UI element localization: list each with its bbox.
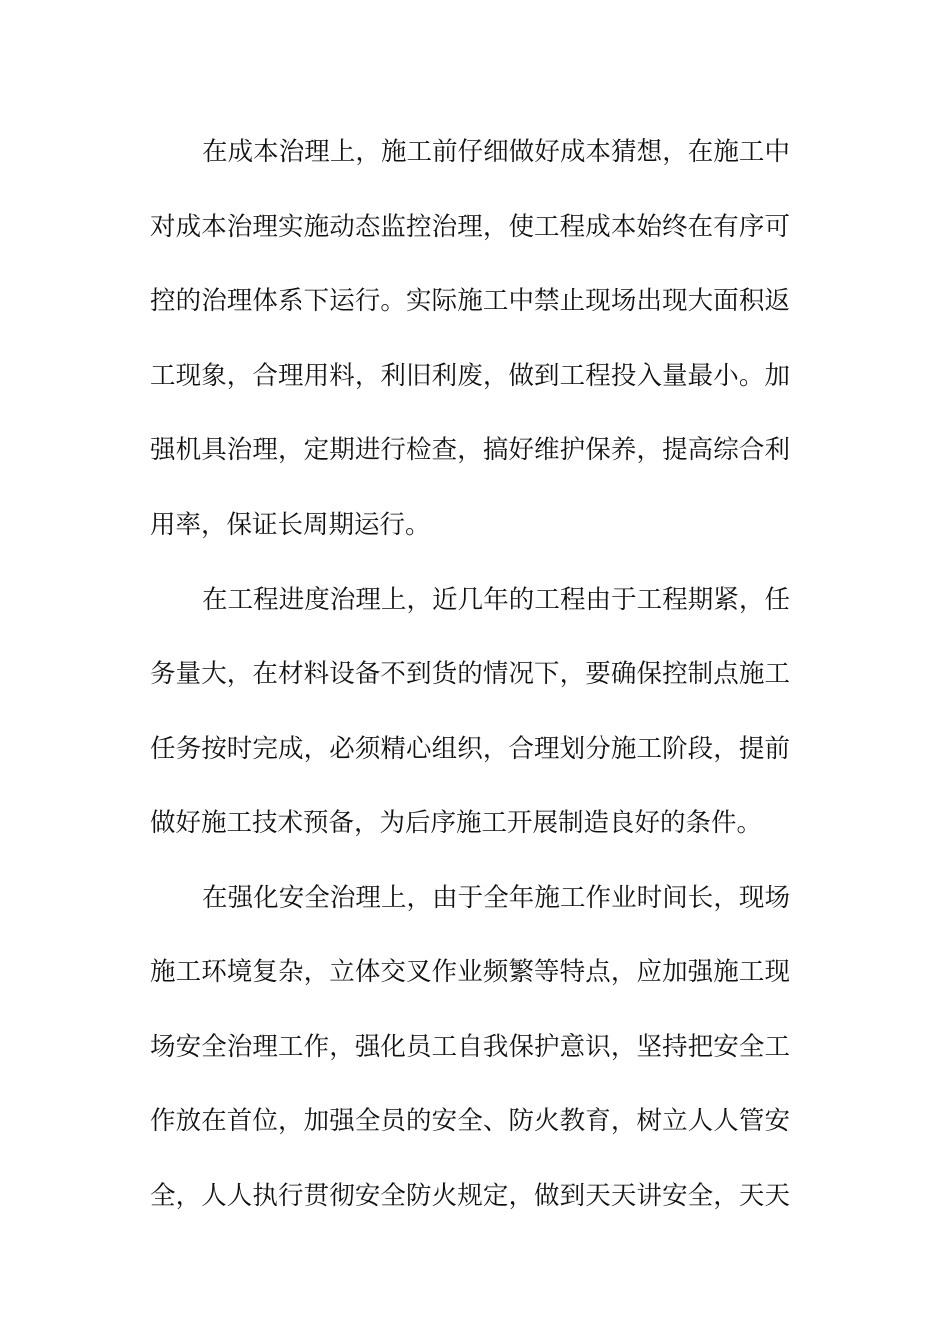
text-line: 强机具治理，定期进行检查，搞好维护保养，提高综合利 (150, 435, 790, 465)
text-line: 用率，保证长周期运行。 (150, 510, 431, 540)
text-line: 全，人人执行贯彻安全防火规定，做到天天讲安全，天天 (150, 1181, 790, 1211)
text-line: 对成本治理实施动态监控治理，使工程成本始终在有序可 (150, 212, 790, 242)
text-line: 任务按时完成，必须精心组织，合理划分施工阶段，提前 (150, 734, 790, 764)
text-line: 在工程进度治理上，近几年的工程由于工程期紧，任 (202, 585, 790, 615)
text-line: 在强化安全治理上，由于全年施工作业时间长，现场 (202, 883, 790, 913)
text-line: 务量大，在材料设备不到货的情况下，要确保控制点施工 (150, 659, 790, 689)
text-line: 工现象，合理用料，利旧利废，做到工程投入量最小。加 (150, 361, 790, 391)
text-line: 施工环境复杂，立体交叉作业频繁等特点，应加强施工现 (150, 957, 790, 987)
text-line: 作放在首位，加强全员的安全、防火教育，树立人人管安 (150, 1106, 790, 1136)
text-line: 做好施工技术预备，为后序施工开展制造良好的条件。 (150, 808, 763, 838)
text-line: 控的治理体系下运行。实际施工中禁止现场出现大面积返 (150, 286, 790, 316)
text-line: 场安全治理工作，强化员工自我保护意识，坚持把安全工 (150, 1032, 790, 1062)
text-line: 在成本治理上，施工前仔细做好成本猜想，在施工中 (202, 137, 790, 167)
